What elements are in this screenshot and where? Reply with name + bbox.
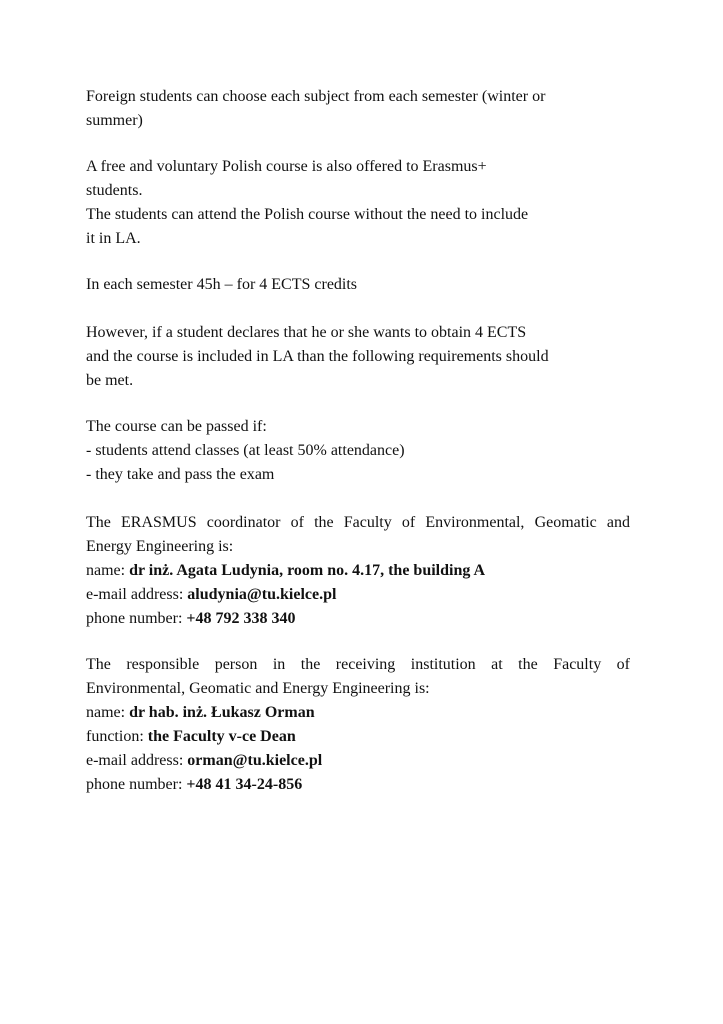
text-line: Foreign students can choose each subject from each semester (winter or bbox=[86, 88, 546, 105]
paragraph-requirements-intro bbox=[86, 321, 549, 393]
text-line: be met. bbox=[86, 372, 134, 389]
coordinator-phone: +48 792 338 340 bbox=[186, 610, 296, 627]
paragraph-subject-choice bbox=[86, 85, 545, 133]
coordinator-phone-row bbox=[86, 607, 630, 631]
responsible-intro-line: Environmental, Geomatic and Energy Engineering is: bbox=[86, 680, 430, 697]
responsible-name: dr hab. inż. Łukasz Orman bbox=[129, 704, 315, 721]
email-label: e-mail address: bbox=[86, 752, 188, 769]
email-label: e-mail address: bbox=[86, 586, 188, 603]
coordinator-name-row bbox=[86, 559, 630, 583]
responsible-function: the Faculty v-ce Dean bbox=[147, 728, 296, 745]
name-label: name: bbox=[86, 562, 130, 579]
phone-label: phone number: bbox=[86, 776, 187, 793]
function-label: function: bbox=[86, 728, 148, 745]
coordinator-name: dr inż. Agata Ludynia, room no. 4.17, the building A bbox=[129, 562, 486, 579]
coordinator-intro-line: Energy Engineering is: bbox=[86, 538, 234, 555]
paragraph-pass-conditions bbox=[86, 415, 405, 487]
text-line: students. bbox=[86, 182, 143, 199]
text-line: A free and voluntary Polish course is also offered to Erasmus+ bbox=[86, 158, 487, 175]
responsible-function-row bbox=[86, 725, 630, 749]
text-line: However, if a student declares that he or she wants to obtain 4 ECTS bbox=[86, 324, 527, 341]
coordinator-section bbox=[86, 511, 630, 631]
paragraph-ects-hours bbox=[86, 273, 357, 297]
phone-label: phone number: bbox=[86, 610, 187, 627]
text-line: summer) bbox=[86, 112, 143, 129]
responsible-phone: +48 41 34-24-856 bbox=[186, 776, 303, 793]
coordinator-email: aludynia@tu.kielce.pl bbox=[187, 586, 337, 603]
responsible-email: orman@tu.kielce.pl bbox=[187, 752, 323, 769]
responsible-phone-row bbox=[86, 773, 630, 797]
text-line: The students can attend the Polish course without the need to include bbox=[86, 206, 529, 223]
text-line: The course can be passed if: bbox=[86, 418, 267, 435]
coordinator-intro-line: The ERASMUS coordinator of the Faculty of Environmental, Geomatic and bbox=[86, 514, 630, 531]
name-label: name: bbox=[86, 704, 130, 721]
responsible-email-row bbox=[86, 749, 630, 773]
responsible-name-row bbox=[86, 701, 630, 725]
text-line: and the course is included in LA than the following requirements should bbox=[86, 348, 549, 365]
text-line: it in LA. bbox=[86, 230, 141, 247]
text-line: In each semester 45h – for 4 ECTS credits bbox=[86, 276, 358, 293]
responsible-intro-line: The responsible person in the receiving institution at the Faculty of bbox=[86, 656, 630, 673]
paragraph-polish-course bbox=[86, 155, 528, 251]
list-item: - they take and pass the exam bbox=[86, 466, 275, 483]
coordinator-email-row bbox=[86, 583, 630, 607]
responsible-person-section bbox=[86, 653, 630, 797]
list-item: - students attend classes (at least 50% attendance) bbox=[86, 442, 405, 459]
